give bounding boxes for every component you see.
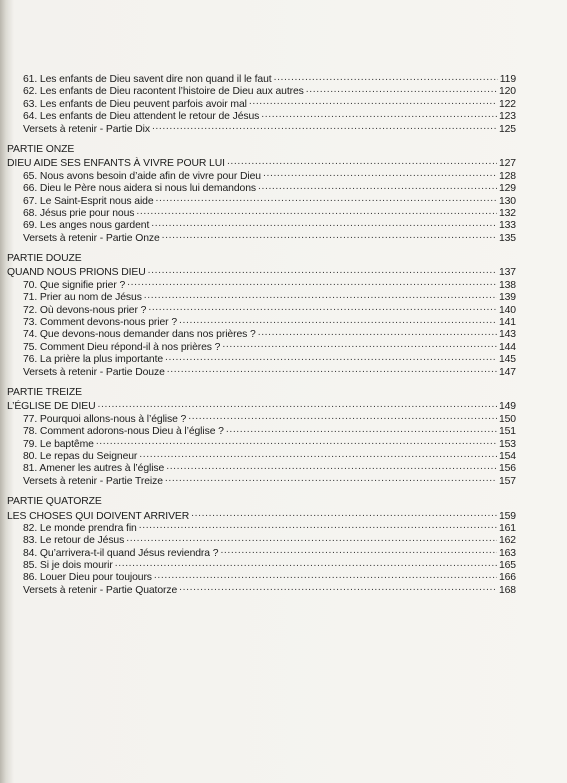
toc-page-number: 119 [499,74,516,85]
toc-page-number: 140 [498,304,516,316]
dot-leader [166,461,497,471]
dot-leader [274,72,498,82]
toc-entry-label: 61. Les enfants de Dieu savent dire non quand il le faut [23,74,272,85]
toc-page-number: 133 [498,220,516,232]
part-heading: PARTIE QUATORZE [7,496,102,508]
dot-leader [167,365,497,375]
toc-entry [7,352,516,364]
toc-entry [7,181,516,193]
toc-entry [7,206,516,218]
dot-leader [151,218,497,228]
toc-entry [7,97,516,109]
toc-page-number: 154 [498,450,516,462]
toc-entry-label: 78. Comment adorons-nous Dieu à l’église ? [23,426,224,438]
toc-page-number: 128 [498,170,516,182]
toc-page-number: 156 [498,463,516,475]
toc-entry [7,340,516,352]
toc-page-number: 168 [498,584,516,596]
toc-entry [7,461,516,473]
toc-page-number: 159 [498,510,516,522]
dot-leader [222,340,497,350]
dot-leader [139,449,497,459]
dot-leader [148,303,497,313]
toc-entry [7,449,516,461]
dot-leader [156,194,497,204]
toc-page-number: 139 [498,292,516,304]
toc-page-number: 165 [498,560,516,572]
toc-page-number: 163 [498,547,516,559]
toc-entry-label: 66. Dieu le Père nous aidera si nous lui demandons [23,183,256,195]
toc-page-number: 132 [498,207,516,219]
toc-page-number: 162 [498,535,516,547]
toc-entry-label: DIEU AIDE SES ENFANTS À VIVRE POUR LUI [7,158,225,170]
dot-leader [179,315,497,325]
toc-entry-label: Versets à retenir - Partie Onze [23,232,160,244]
toc-entry [7,365,516,377]
toc-page-number: 144 [498,341,516,353]
toc-entry [7,122,516,134]
toc-entry-label: L’ÉGLISE DE DIEU [7,401,96,413]
toc-page-number: 161 [498,522,516,534]
toc-page-number: 153 [498,438,516,450]
dot-leader [126,533,497,543]
toc-entry [7,546,516,558]
toc-page-number: 151 [498,426,516,438]
toc-entry-label: 70. Que signifie prier ? [23,279,126,291]
dot-leader [220,546,497,556]
dot-leader [165,474,497,484]
toc-entry-label: 74. Que devons-nous demander dans nos prières ? [23,329,256,341]
toc-entry [7,424,516,436]
toc-entry-label: 75. Comment Dieu répond-il à nos prières ? [23,341,221,353]
toc-entry-label: 85. Si je dois mourir [23,560,113,572]
dot-leader [191,509,497,519]
dot-leader [226,424,497,434]
toc-entry-label: 86. Louer Dieu pour toujours [23,572,152,584]
toc-page-number: 122 [498,98,516,110]
toc-page-number: 141 [498,317,516,329]
toc-page-number: 166 [498,572,516,584]
toc-page-number: 137 [498,267,516,279]
toc-entry-label: 76. La prière la plus importante [23,354,164,366]
toc-entry-label: 80. Le repas du Seigneur [23,450,138,462]
toc-entry-label: 82. Le monde prendra fin [23,522,137,534]
part-title-row [7,265,516,277]
toc-entry [7,327,516,339]
toc-entry [7,84,516,96]
toc-entry [7,218,516,230]
toc-entry [7,412,516,424]
toc-page-number: 150 [498,413,516,425]
dot-leader [306,84,497,94]
toc-entry-label: Versets à retenir - Partie Douze [23,366,165,378]
dot-leader [179,583,497,593]
dot-leader [148,265,497,275]
toc-entry-label: 65. Nous avons besoin d’aide afin de vivre pour Dieu [23,170,261,182]
toc-entry [7,290,516,302]
toc-entry-label: 84. Qu’arrivera-t-il quand Jésus reviendra ? [23,547,219,559]
dot-leader [263,169,497,179]
dot-leader [258,181,497,191]
toc-entry [7,437,516,449]
toc-entry-label: 73. Comment devons-nous prier ? [23,317,177,329]
dot-leader [136,206,497,216]
part-heading: PARTIE ONZE [7,143,75,155]
toc-entry-label: LES CHOSES QUI DOIVENT ARRIVER [7,510,190,522]
toc-entry-label: Versets à retenir - Partie Treize [23,475,163,487]
toc-entry-label: 64. Les enfants de Dieu attendent le retour de Jésus [23,111,260,123]
toc-page-number: 127 [498,158,516,170]
toc-page-number: 135 [498,232,516,244]
toc-page-number: 157 [498,475,516,487]
toc-entry-label: Versets à retenir - Partie Quatorze [23,584,178,596]
toc-page-number: 143 [498,329,516,341]
part-title-row [7,156,516,168]
table-of-contents [7,72,516,595]
toc-page-number: 149 [498,401,516,413]
dot-leader [154,570,497,580]
toc-entry [7,231,516,243]
toc-entry [7,72,516,84]
toc-entry [7,194,516,206]
dot-leader [227,156,497,166]
toc-entry-label: 71. Prier au nom de Jésus [23,292,142,304]
toc-entry [7,521,516,533]
part-title-row [7,509,516,521]
toc-entry [7,474,516,486]
toc-entry-label: 67. Le Saint-Esprit nous aide [23,195,154,207]
toc-entry-label: 83. Le retour de Jésus [23,535,125,547]
toc-page-number: 130 [498,195,516,207]
toc-page-number: 125 [498,123,516,135]
dot-leader [127,278,497,288]
part-heading: PARTIE TREIZE [7,386,82,398]
toc-entry [7,533,516,545]
dot-leader [188,412,497,422]
toc-entry-label: 69. Les anges nous gardent [23,220,150,232]
dot-leader [249,97,497,107]
dot-leader [98,399,497,409]
part-heading: PARTIE DOUZE [7,253,82,265]
toc-entry-label: Versets à retenir - Partie Dix [23,123,150,135]
toc-entry [7,583,516,595]
toc-entry-label: 79. Le baptême [23,438,94,450]
toc-entry-label: 62. Les enfants de Dieu racontent l’histoire de Dieu aux autres [23,86,304,98]
toc-page-number: 123 [498,111,516,123]
dot-leader [115,558,497,568]
toc-entry-label: 72. Où devons-nous prier ? [23,304,147,316]
toc-entry [7,278,516,290]
toc-entry-label: 68. Jésus prie pour nous [23,207,135,219]
toc-entry [7,109,516,121]
toc-entry [7,570,516,582]
dot-leader [261,109,497,119]
toc-page-number: 129 [498,183,516,195]
toc-entry-label: 81. Amener les autres à l’église [23,463,165,475]
toc-page-number: 145 [498,354,516,366]
toc-page-number: 120 [498,86,516,98]
dot-leader [258,327,497,337]
toc-entry [7,558,516,570]
toc-entry [7,303,516,315]
toc-entry-label: 63. Les enfants de Dieu peuvent parfois avoir mal [23,98,247,110]
toc-entry-label: 77. Pourquoi allons-nous à l’église ? [23,413,187,425]
dot-leader [144,290,497,300]
dot-leader [162,231,497,241]
toc-entry [7,169,516,181]
toc-page-number: 147 [498,366,516,378]
toc-entry [7,315,516,327]
part-title-row [7,399,516,411]
toc-entry-label: QUAND NOUS PRIONS DIEU [7,267,146,279]
dot-leader [139,521,497,531]
toc-page-number: 138 [498,279,516,291]
dot-leader [96,437,497,447]
dot-leader [152,122,497,132]
dot-leader [165,352,497,362]
